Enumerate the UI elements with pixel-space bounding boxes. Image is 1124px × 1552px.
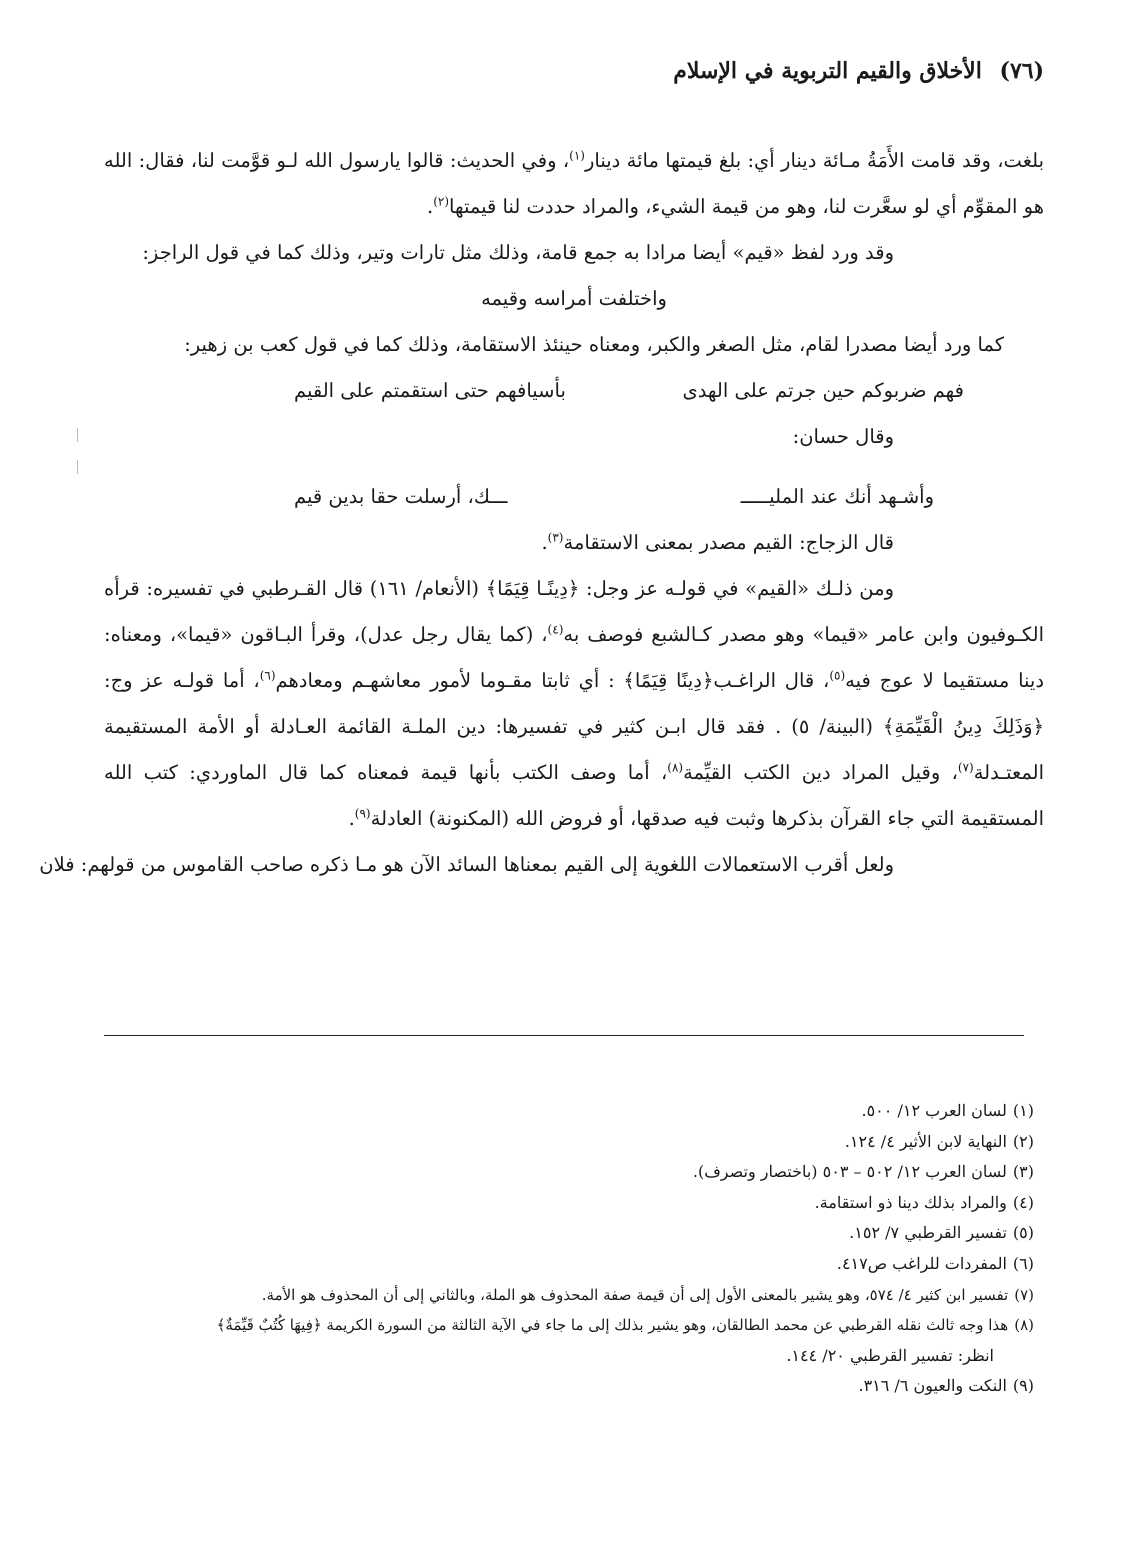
paragraph-1: بلغت، وقد قامت الأَمَةُ مـائة دينار أي: بلغ قيمتها مائة دينار$^{(١)}$، وفي الحديث: قالوا يارسول الله لـو قوَّمت لنا، فقال: الله هو المقوِّم أي لو سعَّرت لنا، وهو من قيمة الشيء، والمراد حددت لنا قيمتها$^{(٢)}$. (104, 148, 1044, 218)
footnote-ref-1[interactable]: (١) (569, 148, 585, 163)
hassan-verse (104, 474, 1044, 520)
footnote-8-continuation: انظر: تفسير القرطبي ٢٠/ ١٤٤. (786, 1345, 994, 1365)
main-text (39, 138, 1045, 888)
paragraph-6: ولعل أقرب الاستعمالات اللغوية إلى القيم بمعناها السائد الآن هو مـا ذكره صاحب القاموس من قولهم: فلان (39, 853, 894, 876)
footnote-9: (٩)النكت والعيون ٦/ ٣١٦. (858, 1376, 1034, 1396)
footnote-divider (104, 1035, 1024, 1036)
footnote-2: (٢)النهاية لابن الأثير ٤/ ١٢٤. (844, 1131, 1034, 1151)
scan-margin-mark (77, 460, 78, 474)
footnote-3: (٣)لسان العرب ١٢/ ٥٠٢ – ٥٠٣ (باختصار وتصرف). (692, 1162, 1034, 1182)
footnotes-section (104, 1096, 1034, 1402)
hassan-verse-first-hemistich: وأشـهد أنك عند المليـــــ (740, 485, 934, 508)
kaab-verse (104, 368, 1044, 414)
footnote-ref-9[interactable]: (٩) (354, 806, 371, 821)
scan-margin-mark (77, 428, 78, 442)
book-title: الأخلاق والقيم التربوية في الإسلام (673, 58, 982, 84)
footnote-5: (٥)تفسير القرطبي ٧/ ١٥٢. (849, 1223, 1034, 1243)
footnote-8: (٨)هذا وجه ثالث نقله القرطبي عن محمد الطالقان، وهو يشير بذلك إلى ما جاء في الآية الثالثة من السورة الكريمة ﴿فِيهَا كُتُبٌ قَيِّمَةٌ﴾ (216, 1316, 1034, 1335)
zajjaj-quote: قال الزجاج: القيم مصدر بمعنى الاستقامة$^{(٣)}$. (541, 530, 894, 554)
footnote-7: (٧)تفسير ابن كثير ٤/ ٥٧٤، وهو يشير بالمعنى الأول إلى أن قيمة صفة المحذوف هو الملة، وبالثاني إلى أن المحذوف هو الأمة. (261, 1285, 1034, 1304)
footnote-ref-2[interactable]: (٢) (433, 194, 450, 209)
hassan-verse-second-hemistich: ـــك، أرسلت حقا بدين قيم (294, 485, 508, 508)
footnote-ref-8[interactable]: (٨) (667, 760, 684, 775)
footnote-6: (٦)المفردات للراغب ص٤١٧. (836, 1253, 1034, 1273)
footnote-ref-7[interactable]: (٧) (957, 760, 974, 775)
footnote-ref-4[interactable]: (٤) (547, 622, 564, 637)
footnote-ref-3[interactable]: (٣) (547, 530, 564, 545)
paragraph-2: وقد ورد لفظ «قيم» أيضا مرادا به جمع قامة، وذلك مثل تارات وتير، وذلك كما في قول الراجز: (142, 241, 894, 264)
kaab-verse-first-hemistich: فهم ضربوكم حين جرتم على الهدى (682, 379, 964, 402)
page-number: (٧٦) (999, 58, 1044, 84)
footnote-ref-6[interactable]: (٦) (259, 668, 276, 683)
footnote-4: (٤)والمراد بذلك دينا ذو استقامة. (814, 1192, 1034, 1212)
footnote-1: (١)لسان العرب ١٢/ ٥٠٠. (861, 1101, 1034, 1120)
paragraph-3: كما ورد أيضا مصدرا لقام، مثل الصغر والكبر، ومعناه حينئذ الاستقامة، وذلك كما في قول كعب بن زهير: (184, 333, 1004, 356)
paragraph-5: ومن ذلـك «القيم» في قولـه عز وجل: ﴿دِينًـا قِيَمًا﴾ (الأنعام/ ١٦١) قال القـرطبي في تفسيره: قرأه الكـوفيون وابن عامر «قيما» وهو مصدر كـالشبع فوصف به$^{(٤)}$، (كما يقال رجل عدل)، وقرأ البـاقون «قيما»، ومعناه: دينا مستقيما لا عوج فيه$^{(٥)}$، قال الراغـب﴿دِينًا قِيَمًا﴾ : أي ثابتا مقـوما لأمور معاشهـم ومعادهم$^{(٦)}$، أما قولـه عز وج: ﴿وَذَلِكَ دِينُ الْقَيِّمَةِ﴾ (البينة/ ٥) . فقد قال ابـن كثير في تفسيرها: دين الملـة القائمة العـادلة أو الأمة المستقيمة المعتـدلة$^{(٧)}$، وقيل المراد دين الكتب القيِّمة$^{(٨)}$، أما وصف الكتب بأنها قيمة فمعناه كما قال الماوردي: كتب الله المستقيمة التي جاء القرآن بذكرها وثبت فيه صدقها، أو فروض الله (المكنونة) العادلة$^{(٩)}$. (104, 577, 1045, 830)
running-header (673, 58, 1044, 84)
hassan-intro: وقال حسان: (792, 425, 894, 448)
footnote-ref-5[interactable]: (٥) (829, 668, 846, 683)
kaab-verse-second-hemistich: بأسيافهم حتى استقمتم على القيم (294, 379, 566, 402)
rajaz-verse: واختلفت أمراسه وقيمه (481, 287, 667, 310)
